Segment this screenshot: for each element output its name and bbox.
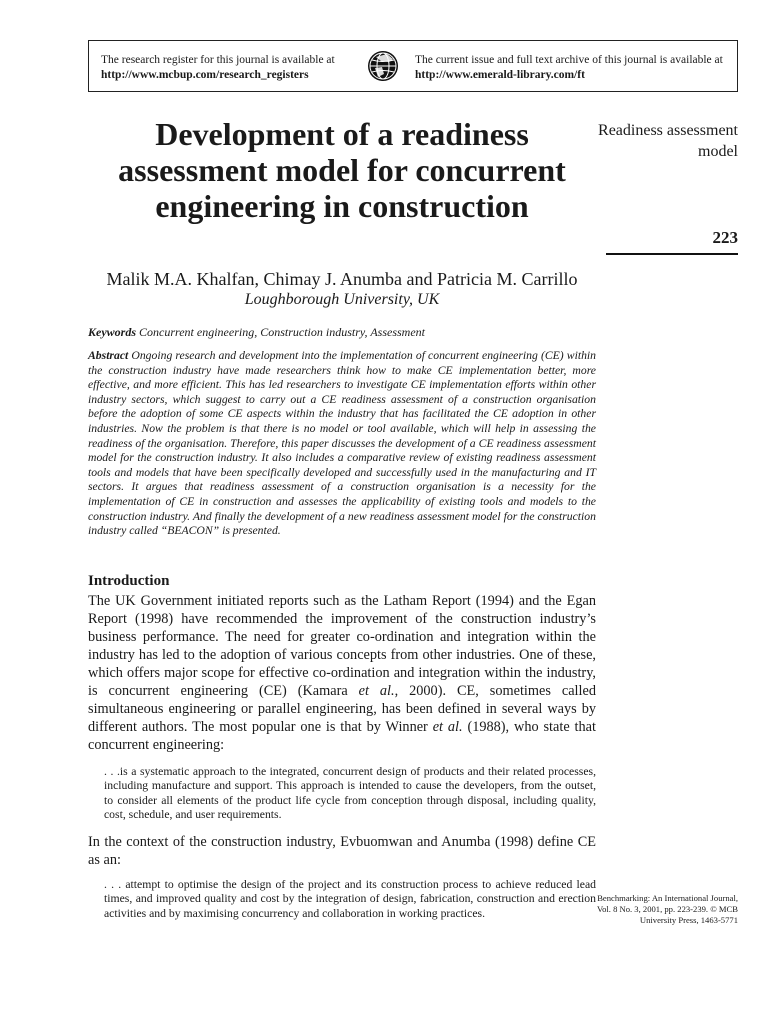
journal-banner (88, 40, 738, 92)
keywords (88, 324, 596, 340)
para-1-part-a: The UK Government initiated reports such as the Latham Report (1994) and the Egan Report (1998) have recommended the improvement of the construction industry’s business performance. The need for greater co-ordination and integration within the industry has led to the adoption of various concepts from other industries. One of these, which offers major scope for effective co-ordination and integration within the industry, is concurrent engineering (CE) (Kamara (88, 593, 596, 699)
sidebar-rule (606, 253, 738, 255)
research-register-text: The research register for this journal is available at (101, 54, 335, 66)
abstract-text: Ongoing research and development into the implementation of concurrent engineering (CE) within the construction industry have made researchers think how to make CE implementation better, more effective, and more efficient. This has led researchers to investigate CE implementation efforts within other industry sectors, which suggest to carry out a CE readiness assessment of a construction organisation before the adoption of some CE aspects within the industry that has facilitated the CE adoption in other industries. Now the problem is that there is no model or tool available, which will help in assessing the readiness of the organisation. Therefore, this paper discusses the development of a CE readiness assessment model for the construction industry. It also includes a comparative review of existing readiness assessment tools and models that have been specifically developed and successfully used in the manufacturing and IT sectors. It argues that readiness assessment of a construction organisation is a necessity for the implementation of CE in construction and assesses the applicability of existing tools and models to the construction industry. And finally the development of a new readiness assessment model for the construction industry called “BEACON” is presented. (88, 349, 597, 538)
block-quote-2: . . . attempt to optimise the design of the project and its construction process to achieve reduced lead times, and improved quality and cost by the integration of design, fabrication, construction and erection activities and by maximising concurrency and collaboration in working practices. (104, 878, 596, 920)
authors: Malik M.A. Khalfan, Chimay J. Anumba and Patricia M. Carrillo (106, 269, 578, 289)
keywords-text: Concurrent engineering, Construction industry, Assessment (139, 325, 425, 339)
introduction-paragraph-1 (88, 592, 596, 754)
globe-icon (367, 50, 399, 82)
abstract-label: Abstract (88, 349, 129, 362)
journal-citation: Benchmarking: An International Journal, Vol. 8 No. 3, 2001, pp. 223-239. © MCB University Press, 1463-5771 (596, 893, 738, 925)
research-register-link[interactable]: http://www.mcbup.com/research_registers (101, 69, 309, 81)
abstract (88, 349, 596, 539)
full-text-archive-text: The current issue and full text archive of this journal is available at (415, 54, 723, 66)
para-1-part-b: , 2000). CE, sometimes called simultaneous engineering or parallel engineering, has been defined in several ways by different authors. The most popular one is that by Winner (88, 683, 596, 735)
banner-right (415, 53, 723, 83)
introduction-heading: Introduction (88, 573, 170, 589)
para-1-part-c: (1988), who state that concurrent engineering: (88, 719, 596, 753)
block-quote-1: . . .is a systematic approach to the integrated, concurrent design of products and their related processes, including manufacture and support. This approach is intended to cause the developers, from the outset, to consider all elements of the product life cycle from conception through disposal, including quality, cost, schedule, and user requirements. (104, 765, 596, 822)
para-1-et-al-1: et al. (358, 683, 395, 699)
running-title: Readiness assessment model (598, 122, 738, 160)
keywords-label: Keywords (88, 325, 136, 339)
page-number: 223 (712, 228, 738, 247)
paper-title: Development of a readiness assessment model for concurrent engineering in construction (118, 116, 566, 224)
affiliation: Loughborough University, UK (244, 291, 440, 308)
para-1-et-al-2: et al. (432, 719, 463, 735)
banner-left (101, 53, 335, 83)
introduction-paragraph-2: In the context of the construction industry, Evbuomwan and Anumba (1998) define CE as an: (88, 834, 596, 868)
full-text-archive-link[interactable]: http://www.emerald-library.com/ft (415, 69, 585, 81)
